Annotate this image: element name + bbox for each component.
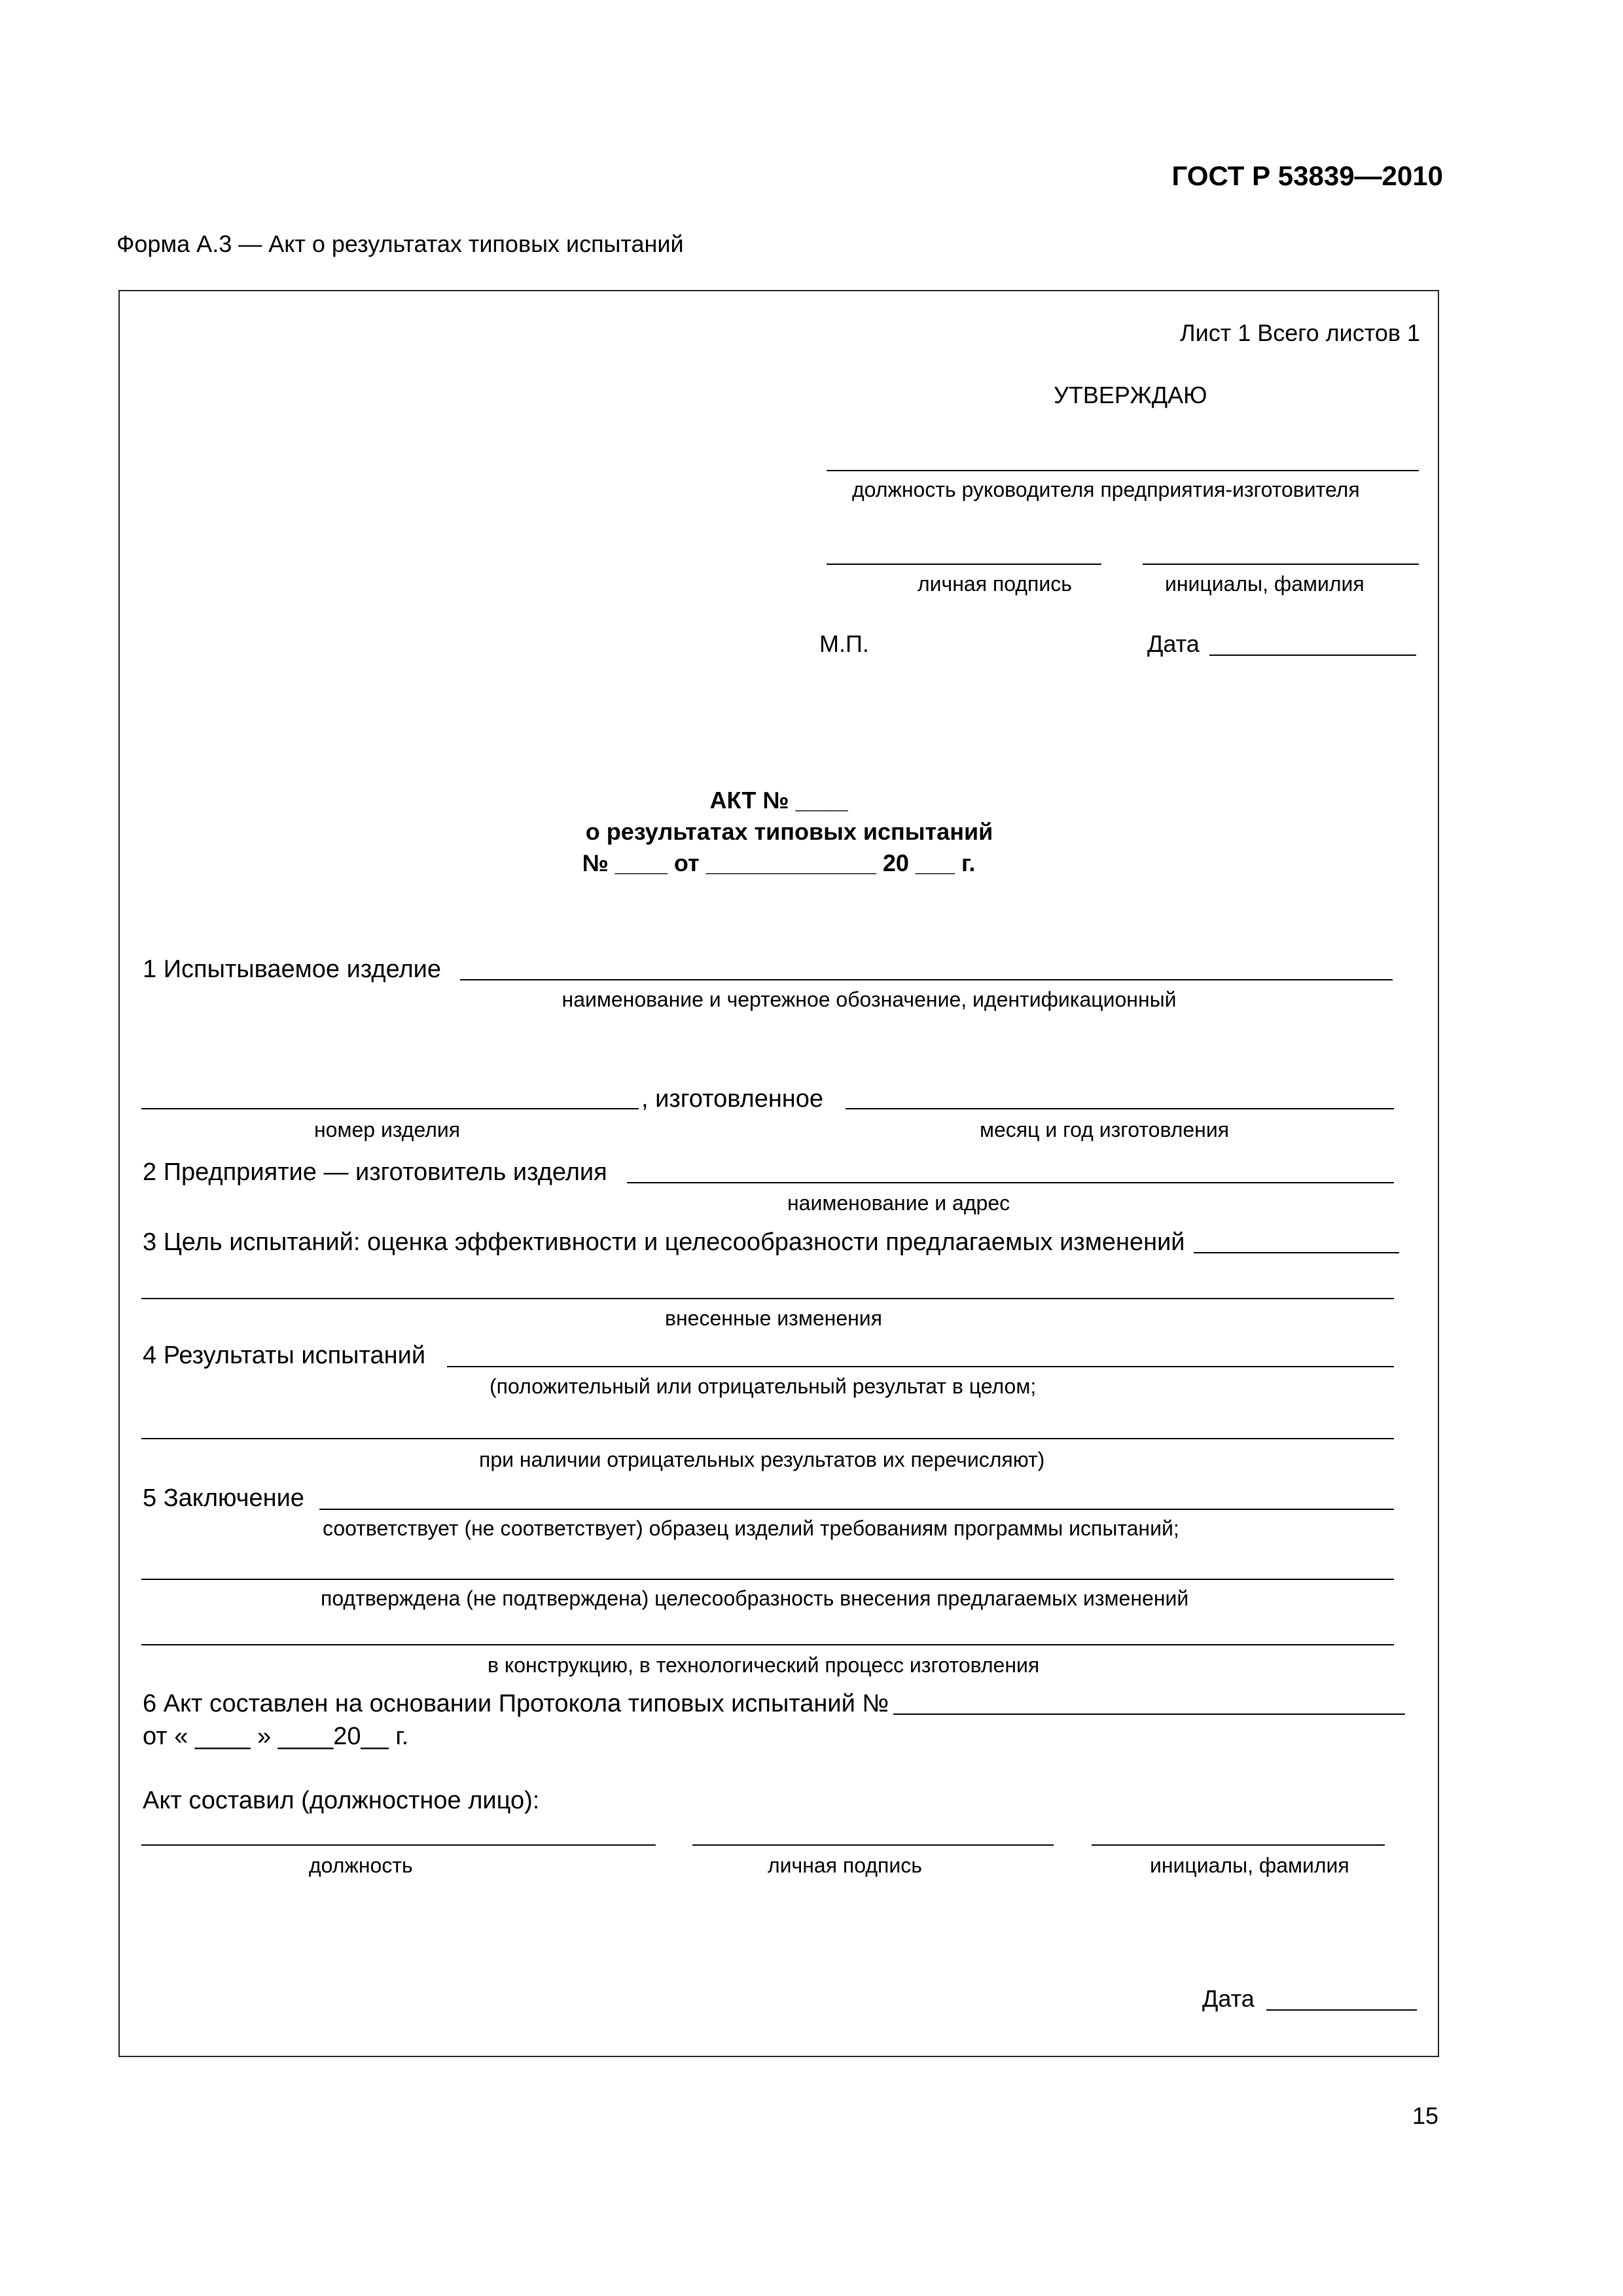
item-2-label: 2 Предприятие — изготовитель изделия — [143, 1158, 607, 1186]
item-2-line[interactable] — [627, 1182, 1394, 1183]
item-5-caption-1: соответствует (не соответствует) образец изделий требованиям программы испытаний; — [323, 1516, 1179, 1540]
item-1-number-line[interactable] — [141, 1108, 639, 1109]
compiler-name-caption: инициалы, фамилия — [1150, 1854, 1349, 1877]
item-4-line-2[interactable] — [141, 1438, 1394, 1439]
approval-name-line[interactable] — [1143, 564, 1419, 565]
compiled-by-label: Акт составил (должностное лицо): — [143, 1787, 540, 1814]
item-3-line-full[interactable] — [141, 1298, 1394, 1299]
item-5-line-2[interactable] — [141, 1579, 1394, 1580]
approval-date-line[interactable] — [1209, 655, 1416, 656]
approval-date-label: Дата — [1147, 630, 1200, 657]
item-5-label: 5 Заключение — [143, 1484, 304, 1512]
item-5-caption-2: подтверждена (не подтверждена) целесообразность внесения предлагаемых изменений — [321, 1587, 1189, 1610]
compiler-position-line[interactable] — [141, 1844, 656, 1846]
form-title: Форма А.3 — Акт о результатах типовых испытаний — [116, 230, 684, 257]
position-line[interactable] — [827, 470, 1419, 471]
item-6-label: 6 Акт составлен на основании Протокола типовых испытаний № — [143, 1690, 889, 1717]
item-6-line[interactable] — [893, 1713, 1405, 1715]
item-4-label: 4 Результаты испытаний — [143, 1342, 426, 1369]
item-1-month-line[interactable] — [846, 1108, 1394, 1109]
item-4-caption-2: при наличии отрицательных результатов их перечисляют) — [479, 1448, 1045, 1471]
item-3-line-short[interactable] — [1194, 1252, 1399, 1253]
item-1-caption: наименование и чертежное обозначение, идентификационный — [562, 988, 1177, 1011]
compiler-signature-line[interactable] — [692, 1844, 1054, 1846]
footer-date-line[interactable] — [1266, 2009, 1417, 2011]
compiler-name-line[interactable] — [1092, 1844, 1385, 1846]
approval-signature-line[interactable] — [827, 564, 1101, 565]
item-1-label: 1 Испытываемое изделие — [143, 956, 441, 983]
approval-name-caption: инициалы, фамилия — [1165, 572, 1364, 596]
standard-number: ГОСТ Р 53839—2010 — [1171, 160, 1443, 191]
item-1-made-label: , изготовленное — [641, 1085, 824, 1113]
item-3-caption: внесенные изменения — [665, 1306, 882, 1330]
act-title: АКТ № ____ — [709, 787, 848, 814]
approval-signature-caption: личная подпись — [918, 572, 1072, 596]
act-number-date: № ____ от _____________ 20 ___ г. — [582, 850, 976, 876]
compiler-signature-caption: личная подпись — [768, 1854, 922, 1877]
item-3-label: 3 Цель испытаний: оценка эффективности и целесообразности предлагаемых изменений — [143, 1229, 1185, 1256]
item-4-line-1[interactable] — [447, 1366, 1394, 1367]
item-2-caption: наименование и адрес — [787, 1191, 1010, 1215]
item-1-month-caption: месяц и год изготовления — [980, 1118, 1230, 1141]
item-4-caption-1: (положительный или отрицательный результат в целом; — [490, 1374, 1037, 1398]
act-subtitle: о результатах типовых испытаний — [585, 818, 993, 845]
stamp-label: М.П. — [819, 630, 869, 657]
item-1-line[interactable] — [460, 979, 1393, 980]
sheet-info: Лист 1 Всего листов 1 — [1179, 319, 1420, 346]
item-1-number-caption: номер изделия — [314, 1118, 461, 1141]
item-6-date: от « ____ » ____20__ г. — [143, 1723, 409, 1750]
item-5-line-3[interactable] — [141, 1644, 1394, 1645]
item-5-line-1[interactable] — [319, 1509, 1394, 1510]
approve-label: УТВЕРЖДАЮ — [1054, 382, 1207, 408]
item-5-caption-3: в конструкцию, в технологический процесс изготовления — [488, 1653, 1040, 1677]
footer-date-label: Дата — [1202, 1985, 1255, 2012]
position-caption: должность руководителя предприятия-изготовителя — [852, 478, 1360, 501]
compiler-position-caption: должность — [309, 1854, 413, 1877]
page-number: 15 — [1412, 2102, 1439, 2129]
